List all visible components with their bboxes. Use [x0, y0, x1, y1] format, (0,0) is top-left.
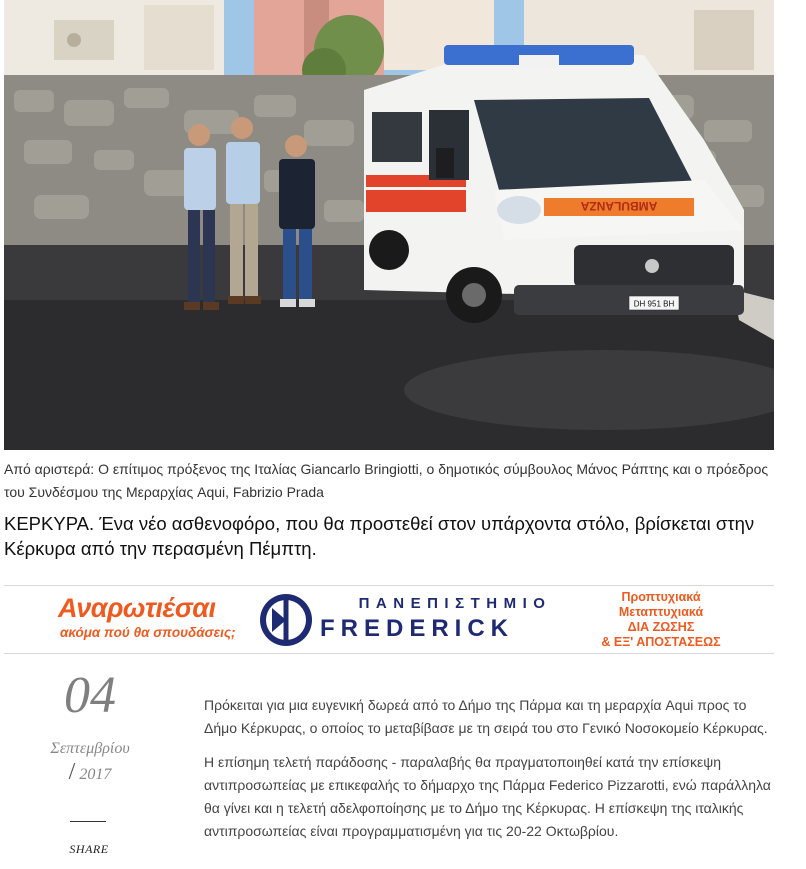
ad-offer-distance: & ΕΞ' ΑΠΟΣΤΑΣΕΩΣ: [601, 635, 721, 649]
article-paragraph: Η επίσημη τελετή παράδοσης - παραλαβής θα πραγματοποιηθεί κατά την επίσκεψη αντιπροσωπείας με επικεφαλής το δήμαρχο της Πάρμα Federico Pizzarotti, ενώ παράλληλα θα γίνει και η τελετή αδελφοποίησης με το Δήμο της Κέρκυρας. Η επίσκεψη της ιταλικής αντιπροσωπείας είναι προγραμματισμένη για τις 20-22 Οκτωβρίου.: [204, 754, 771, 839]
ad-slogan: [58, 592, 258, 642]
date-month: Σεπτεμβρίου: [50, 740, 130, 757]
date-slash: /: [68, 759, 76, 785]
share-divider: [70, 821, 106, 822]
frederick-logo-icon: [258, 592, 314, 648]
article-photo: [4, 0, 774, 450]
ad-offers: [596, 590, 726, 650]
date-day: 04: [64, 667, 116, 724]
ad-slogan-main: Αναρωτιέσαι: [58, 593, 216, 623]
ad-university-name: [320, 594, 590, 644]
ad-slogan-sub: ακόμα πού θα σπουδάσεις;: [60, 625, 236, 640]
ambulance-hood-text: AMBULANZA: [580, 199, 658, 213]
ad-offer-onsite: ΔΙΑ ΖΩΣΗΣ: [627, 620, 695, 634]
frederick-university-ad[interactable]: [58, 588, 738, 652]
article-lead: ΚΕΡΚΥΡΑ. Ένα νέο ασθενοφόρο, που θα προστεθεί στον υπάρχοντα στόλο, βρίσκεται στην Κέρκυρα από την περασμένη Πέμπτη.: [4, 513, 755, 559]
share-button[interactable]: SHARE: [69, 842, 109, 856]
ad-divider-bottom: [4, 653, 774, 654]
ad-university-line2: FREDERICK: [320, 615, 515, 642]
ad-offer-postgrad: Μεταπτυχιακά: [618, 605, 704, 619]
ad-offer-undergrad: Προπτυχιακά: [621, 590, 701, 604]
date-year-row: [30, 760, 150, 787]
article-body: [204, 694, 780, 854]
date-year: 2017: [79, 766, 112, 783]
photo-caption: Από αριστερά: Ο επίτιμος πρόξενος της Ιταλίας Giancarlo Bringiotti, ο δημοτικός σύμβουλος Μάνος Ράπτης και ο πρόεδρος του Συνδέσμου της Μεραρχίας Aqui, Fabrizio Prada: [4, 461, 769, 500]
license-plate: DH 951 BH: [633, 299, 675, 309]
ad-divider-top: [4, 585, 774, 586]
publish-date: [30, 668, 150, 787]
article-paragraph: Πρόκειται για μια ευγενική δωρεά από το Δήμο της Πάρμα και τη μεραρχία Aqui προς το Δήμο Κέρκυρας, ο οποίος το μεταβίβασε με τη σειρά του στο Γενικό Νοσοκομείο Κέρκυρας.: [204, 697, 768, 736]
ad-university-line1: ΠΑΝΕΠΙΣΤΗΜΙΟ: [358, 595, 552, 612]
